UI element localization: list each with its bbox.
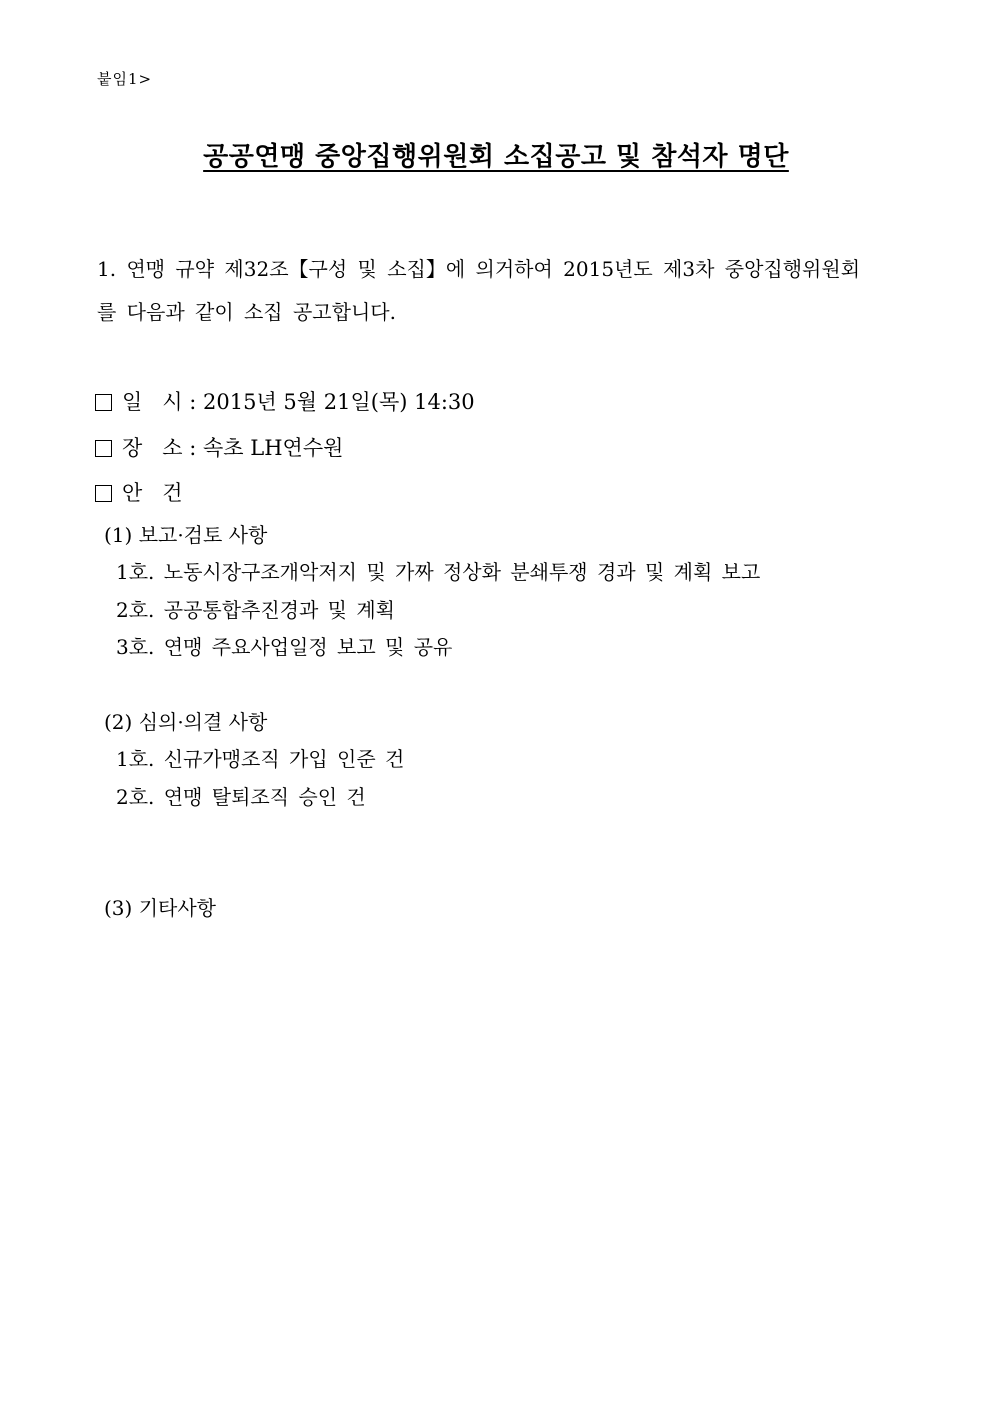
document-title-text: 공공연맹 중앙집행위원회 소집공고 및 참석자 명단 [203,142,789,172]
document-title [0,136,992,173]
agenda-section-3-heading: (3) 기타사항 [104,896,216,920]
item-agenda [95,477,183,507]
agenda-section-2-item: 1호. 신규가맹조직 가입 인준 건 [116,747,405,771]
attachment-note: 붙임1> [97,70,153,88]
intro-paragraph-line-2: 를 다음과 같이 소집 공고합니다. [97,300,396,324]
agenda-section-2-item: 2호. 연맹 탈퇴조직 승인 건 [116,785,366,809]
checkbox-icon [95,485,112,502]
item-date [95,386,475,416]
checkbox-icon [95,394,112,411]
item-place-text: 장 소 : 속초 LH연수원 [122,436,344,460]
agenda-section-1-item: 2호. 공공통합추진경과 및 계획 [116,598,395,622]
checkbox-icon [95,440,112,457]
item-place [95,432,343,462]
agenda-section-2-heading: (2) 심의·의결 사항 [104,710,268,734]
item-agenda-text: 안 건 [122,481,183,505]
intro-paragraph-line-1: 1. 연맹 규약 제32조【구성 및 소집】에 의거하여 2015년도 제3차 중앙집행위원회 [97,257,861,281]
agenda-section-1-item: 1호. 노동시장구조개악저지 및 가짜 정상화 분쇄투쟁 경과 및 계획 보고 [116,560,761,584]
agenda-section-1-heading: (1) 보고·검토 사항 [104,523,268,547]
agenda-section-1-item: 3호. 연맹 주요사업일정 보고 및 공유 [116,635,453,659]
item-date-text: 일 시 : 2015년 5월 21일(목) 14:30 [122,390,475,414]
